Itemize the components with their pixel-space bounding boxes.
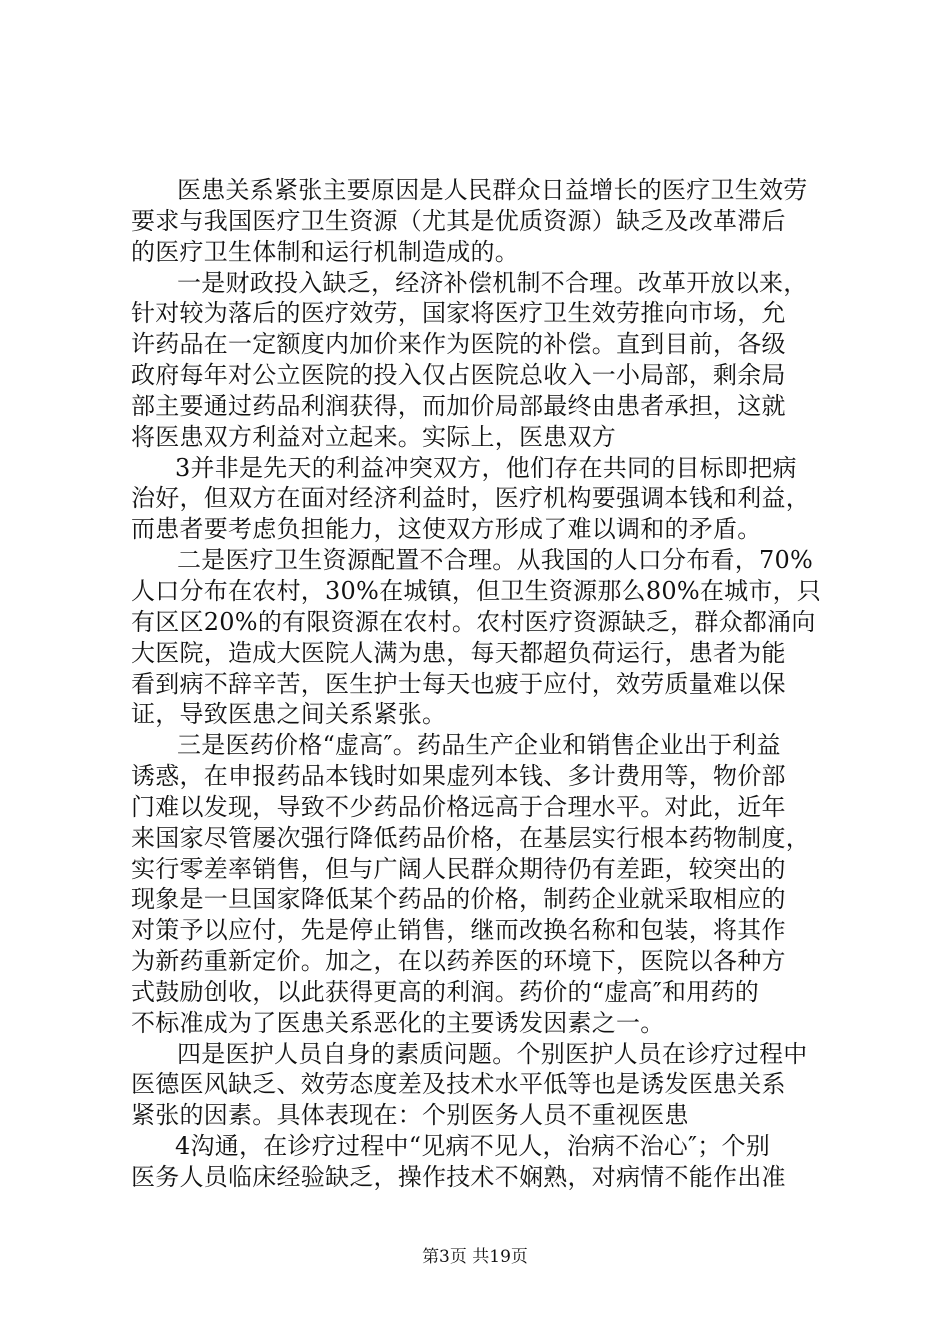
text-line: 的医疗卫生体制和运行机制造成的。: [131, 237, 519, 266]
text-line: 现象是一旦国家降低某个药品的价格，制药企业就采取相应的: [131, 885, 786, 914]
text-line: 大医院，造成大医院人满为患，每天都超负荷运行，患者为能: [131, 638, 786, 667]
text-line: 部主要通过药品利润获得，而加价局部最终由患者承担，这就: [131, 391, 786, 420]
text-line: 四是医护人员自身的素质问题。个别医护人员在诊疗过程中: [177, 1039, 808, 1068]
page-number: 第3页 共19页: [422, 1247, 528, 1267]
text-line: 有区区20%的有限资源在农村。农村医疗资源缺乏，群众都涌向: [131, 607, 816, 636]
text-line: 针对较为落后的医疗效劳，国家将医疗卫生效劳推向市场，允: [131, 299, 786, 328]
text-line: 医务人员临床经验缺乏，操作技术不娴熟，对病情不能作出准: [131, 1163, 786, 1191]
text-line: 三是医药价格“虚高″。药品生产企业和销售企业出于利益: [177, 731, 781, 760]
text-line: 证，导致医患之间关系紧张。: [131, 700, 447, 729]
text-line: 许药品在一定额度内加价来作为医院的补偿。直到目前，各级: [131, 330, 786, 359]
text-line: 医德医风缺乏、效劳态度差及技术水平低等也是诱发医患关系: [131, 1070, 786, 1099]
text-line: 医患关系紧张主要原因是人民群众日益增长的医疗卫生效劳: [177, 176, 808, 204]
text-line: 政府每年对公立医院的投入仅占医院总收入一小局部，剩余局: [131, 361, 786, 390]
text-line: 4沟通，在诊疗过程中“见病不见人，治病不治心″；个别: [175, 1132, 771, 1161]
text-line: 为新药重新定价。加之，在以药养医的环境下，医院以各种方: [131, 947, 786, 976]
text-line: 实行零差率销售，但与广阔人民群众期待仍有差距，较突出的: [131, 854, 786, 883]
text-line: 3并非是先天的利益冲突双方，他们存在共同的目标即把病: [175, 453, 797, 482]
text-line: 人口分布在农村，30%在城镇，但卫生资源那么80%在城市，只: [131, 576, 822, 605]
text-line: 式鼓励创收，以此获得更高的利润。药价的“虚高″和用药的: [131, 977, 759, 1006]
text-line: 紧张的因素。具体表现在：个别医务人员不重视医患: [131, 1101, 689, 1130]
text-line: 二是医疗卫生资源配置不合理。从我国的人口分布看，70%: [177, 546, 814, 575]
text-line: 治好，但双方在面对经济利益时，医疗机构要强调本钱和利益，: [131, 484, 810, 513]
page-footer: [0, 1246, 950, 1268]
text-line: 门难以发现，导致不少药品价格远高于合理水平。对此，近年: [131, 792, 786, 821]
text-line: 看到病不辞辛苦，医生护士每天也疲于应付，效劳质量难以保: [131, 669, 786, 698]
text-line: 而患者要考虑负担能力，这使双方形成了难以调和的矛盾。: [131, 515, 762, 544]
document-body: [131, 175, 831, 1193]
text-line: 对策予以应付，先是停止销售，继而改换名称和包装，将其作: [131, 916, 786, 945]
text-line: 要求与我国医疗卫生资源（尤其是优质资源）缺乏及改革滞后: [131, 206, 786, 235]
text-line: 将医患双方利益对立起来。实际上，医患双方: [131, 422, 616, 451]
text-line: 不标准成为了医患关系恶化的主要诱发因素之一。: [131, 1008, 665, 1037]
text-line: 诱惑，在申报药品本钱时如果虚列本钱、多计费用等，物价部: [131, 762, 786, 791]
text-line: 一是财政投入缺乏，经济补偿机制不合理。改革开放以来，: [177, 268, 808, 297]
text-line: 来国家尽管屡次强行降低药品价格，在基层实行根本药物制度，: [131, 823, 810, 852]
